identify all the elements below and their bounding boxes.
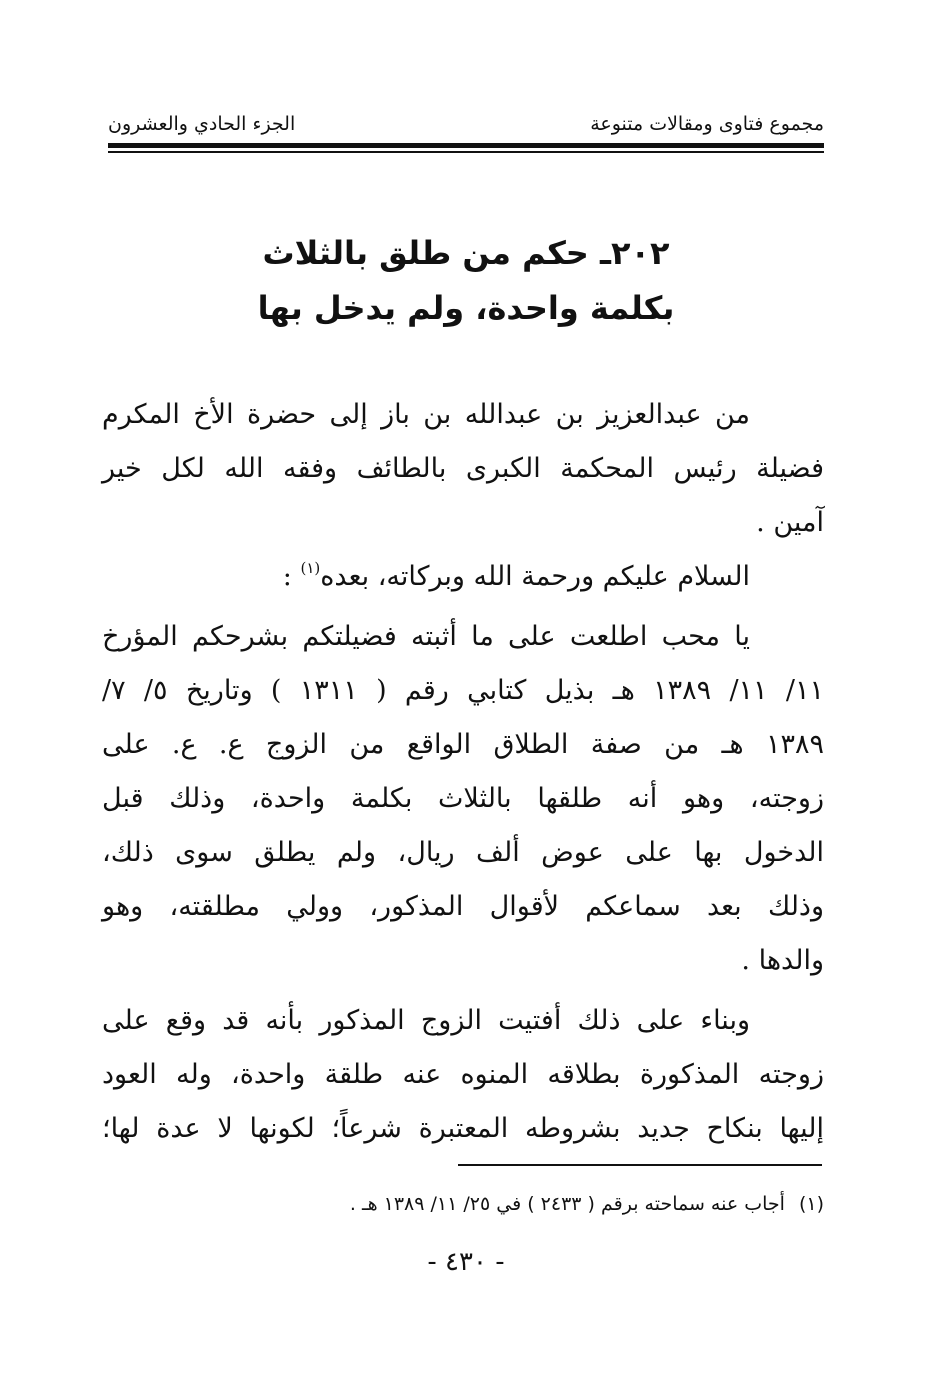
title-line-1: ٢٠٢ـ حكم من طلق بالثلاث — [262, 234, 670, 272]
fatwa-body — [102, 388, 824, 1156]
footnote — [108, 1188, 824, 1220]
footnote-mark: (١) — [300, 559, 321, 577]
footnote-text: أجاب عنه سماحته برقم ( ٢٤٣٣ ) في ٢٥/ ١١/ ١٣٨٩ هـ . — [349, 1193, 785, 1215]
greeting-line — [102, 550, 824, 604]
running-header — [108, 110, 824, 140]
fatwa-title — [108, 226, 824, 336]
body-line: الدخول بها على عوض ألف ريال، ولم يطلق سوى ذلك، — [102, 837, 824, 868]
body-line: إليها بنكاح جديد بشروطه المعتبرة شرعاً؛ لكونها لا عدة لها؛ — [102, 1113, 824, 1144]
page-number: - ٤٣٠ - — [427, 1247, 505, 1277]
body-line: زوجته المذكورة بطلاقه المنوه عنه طلقة واحدة، وله العود — [102, 1059, 824, 1090]
greeting-colon: : — [282, 561, 292, 592]
footnote-number: (١) — [798, 1193, 824, 1215]
body-line: زوجته، وهو أنه طلقها بالثلاث بكلمة واحدة، وذلك قبل — [102, 783, 824, 814]
header-rule-thin — [108, 151, 824, 153]
body-line: وذلك بعد سماعكم لأقوال المذكور، وولي مطلقته، وهو — [102, 891, 824, 922]
body-line: آمين . — [756, 507, 824, 538]
body-line: ١١/ ١١/ ١٣٨٩ هـ بذيل كتابي رقم ( ١٣١١ ) وتاريخ ٥/ ٧/ — [102, 675, 824, 706]
header-rule-thick — [108, 143, 824, 148]
body-line: والدها . — [741, 945, 824, 976]
book-title-header: مجموع فتاوى ومقالات متنوعة — [590, 113, 824, 135]
footnote-rule — [458, 1164, 822, 1166]
greeting-text: السلام عليكم ورحمة الله وبركاته، بعده — [320, 561, 750, 592]
body-line: فضيلة رئيس المحكمة الكبرى بالطائف وفقه الله لكل خير — [102, 453, 824, 484]
body-line: ١٣٨٩ هـ من صفة الطلاق الواقع من الزوج ع. ع. على — [102, 729, 824, 760]
body-line: من عبدالعزيز بن عبدالله بن باز إلى حضرة الأخ المكرم — [102, 399, 750, 430]
body-line: يا محب اطلعت على ما أثبته فضيلتكم بشرحكم المؤرخ — [102, 621, 750, 652]
title-line-2: بكلمة واحدة، ولم يدخل بها — [257, 289, 675, 327]
body-line: وبناء على ذلك أفتيت الزوج المذكور بأنه قد وقع على — [102, 1005, 750, 1036]
volume-header: الجزء الحادي والعشرون — [108, 113, 296, 135]
